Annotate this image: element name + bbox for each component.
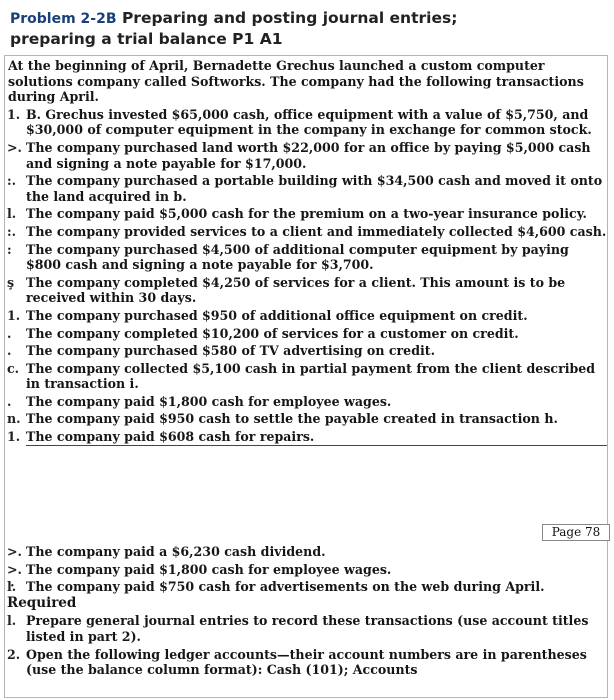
item-text: The company completed $10,200 of services for a customer on credit. [26, 325, 519, 341]
item-text: The company purchased a portable building with $34,500 cash and moved it onto the land acquired in b. [26, 173, 603, 204]
problem-body [7, 58, 607, 446]
transaction-item [7, 140, 607, 171]
transaction-item [7, 173, 607, 204]
transaction-item [7, 224, 607, 240]
transaction-item [7, 107, 607, 138]
transactions-list-continued [7, 544, 607, 595]
item-marker: :. [7, 173, 17, 189]
problem-header [0, 0, 614, 55]
item-text: The company paid $950 cash to settle the payable created in transaction h. [26, 411, 558, 427]
transaction-item [7, 206, 607, 222]
item-text: The company purchased land worth $22,000 for an office by paying $5,000 cash and signing a note payable for $17,000. [26, 139, 591, 171]
item-text: Prepare general journal entries to record these transactions (use account titles listed in part 2). [26, 613, 589, 644]
intro-paragraph: At the beginning of April, Bernadette Grechus launched a custom computer solutions company called Softworks. The company had the following transactions during April. [8, 58, 584, 105]
transaction-item [7, 411, 607, 427]
item-marker: >. [7, 139, 22, 155]
item-text: The company provided services to a client and immediately collected $4,600 cash. [26, 223, 607, 239]
item-marker: . [7, 343, 12, 359]
item-marker: : [7, 241, 12, 257]
problem-title-line2 [10, 30, 283, 48]
required-list [7, 613, 607, 677]
item-marker: n. [7, 411, 21, 427]
objective-a1: A1 [259, 30, 283, 48]
item-marker: 1. [7, 106, 21, 122]
item-marker: l. [7, 206, 17, 222]
item-text: The company paid $750 cash for advertisements on the web during April. [26, 579, 545, 595]
transaction-item [7, 275, 607, 306]
item-text: The company paid a $6,230 cash dividend. [26, 544, 326, 559]
item-marker: >. [7, 544, 22, 559]
item-text: Open the following ledger accounts—their account numbers are in parentheses (use the balance column format): Cash (101); Accounts [26, 646, 587, 678]
item-marker: >. [7, 561, 22, 577]
transaction-item [7, 308, 607, 324]
transactions-list [7, 107, 607, 446]
item-text: The company completed $4,250 of services for a client. This amount is to be received within 30 days. [26, 274, 566, 306]
item-text: The company collected $5,100 cash in partial payment from the client described in transaction i. [26, 360, 596, 392]
item-text: The company purchased $580 of TV advertising on credit. [26, 343, 435, 359]
item-marker: 2. [7, 646, 21, 662]
item-marker: ŀ. [7, 579, 17, 595]
continuation-section [7, 542, 607, 678]
learning-objective-codes [232, 30, 282, 48]
item-marker: . [7, 393, 12, 409]
transaction-item [7, 343, 607, 359]
transaction-item [7, 544, 607, 560]
item-marker: . [7, 325, 12, 341]
transaction-item [7, 394, 607, 410]
transaction-item [7, 562, 607, 578]
item-marker: 1. [7, 429, 21, 445]
transaction-item [7, 326, 607, 342]
item-text: The company paid $1,800 cash for employee wages. [26, 393, 392, 409]
required-item [7, 647, 607, 678]
item-marker: c. [7, 360, 20, 376]
problem-title-line1 [10, 9, 457, 27]
item-text: The company purchased $950 of additional office equipment on credit. [26, 307, 528, 323]
transaction-item [7, 429, 607, 446]
problem-heading-1: Preparing and posting journal entries; [121, 9, 458, 27]
transaction-item [7, 361, 607, 392]
item-text: The company paid $5,000 cash for the premium on a two-year insurance policy. [26, 206, 587, 222]
item-marker: ş [7, 274, 15, 290]
objective-p1: P1 [232, 30, 255, 48]
item-text: B. Grechus invested $65,000 cash, office equipment with a value of $5,750, and $30,000 of computer equipment in the company in exchange for common stock. [26, 106, 592, 138]
transaction-item [7, 242, 607, 273]
problem-heading-2: preparing a trial balance [10, 30, 227, 48]
required-item [7, 613, 607, 644]
item-text: The company purchased $4,500 of additional computer equipment by paying $800 cash and signing a note payable for $3,700. [26, 241, 569, 273]
problem-number: Problem 2-2B [10, 11, 117, 27]
item-text: The company paid $1,800 cash for employee wages. [26, 561, 392, 577]
item-marker: 1. [7, 307, 21, 323]
item-marker: :. [7, 223, 17, 239]
item-marker: l. [7, 613, 17, 629]
required-heading: Required [7, 594, 77, 611]
page-number-box: Page 78 [542, 524, 610, 541]
transaction-item [7, 579, 607, 595]
item-text: The company paid $608 cash for repairs. [26, 429, 607, 446]
